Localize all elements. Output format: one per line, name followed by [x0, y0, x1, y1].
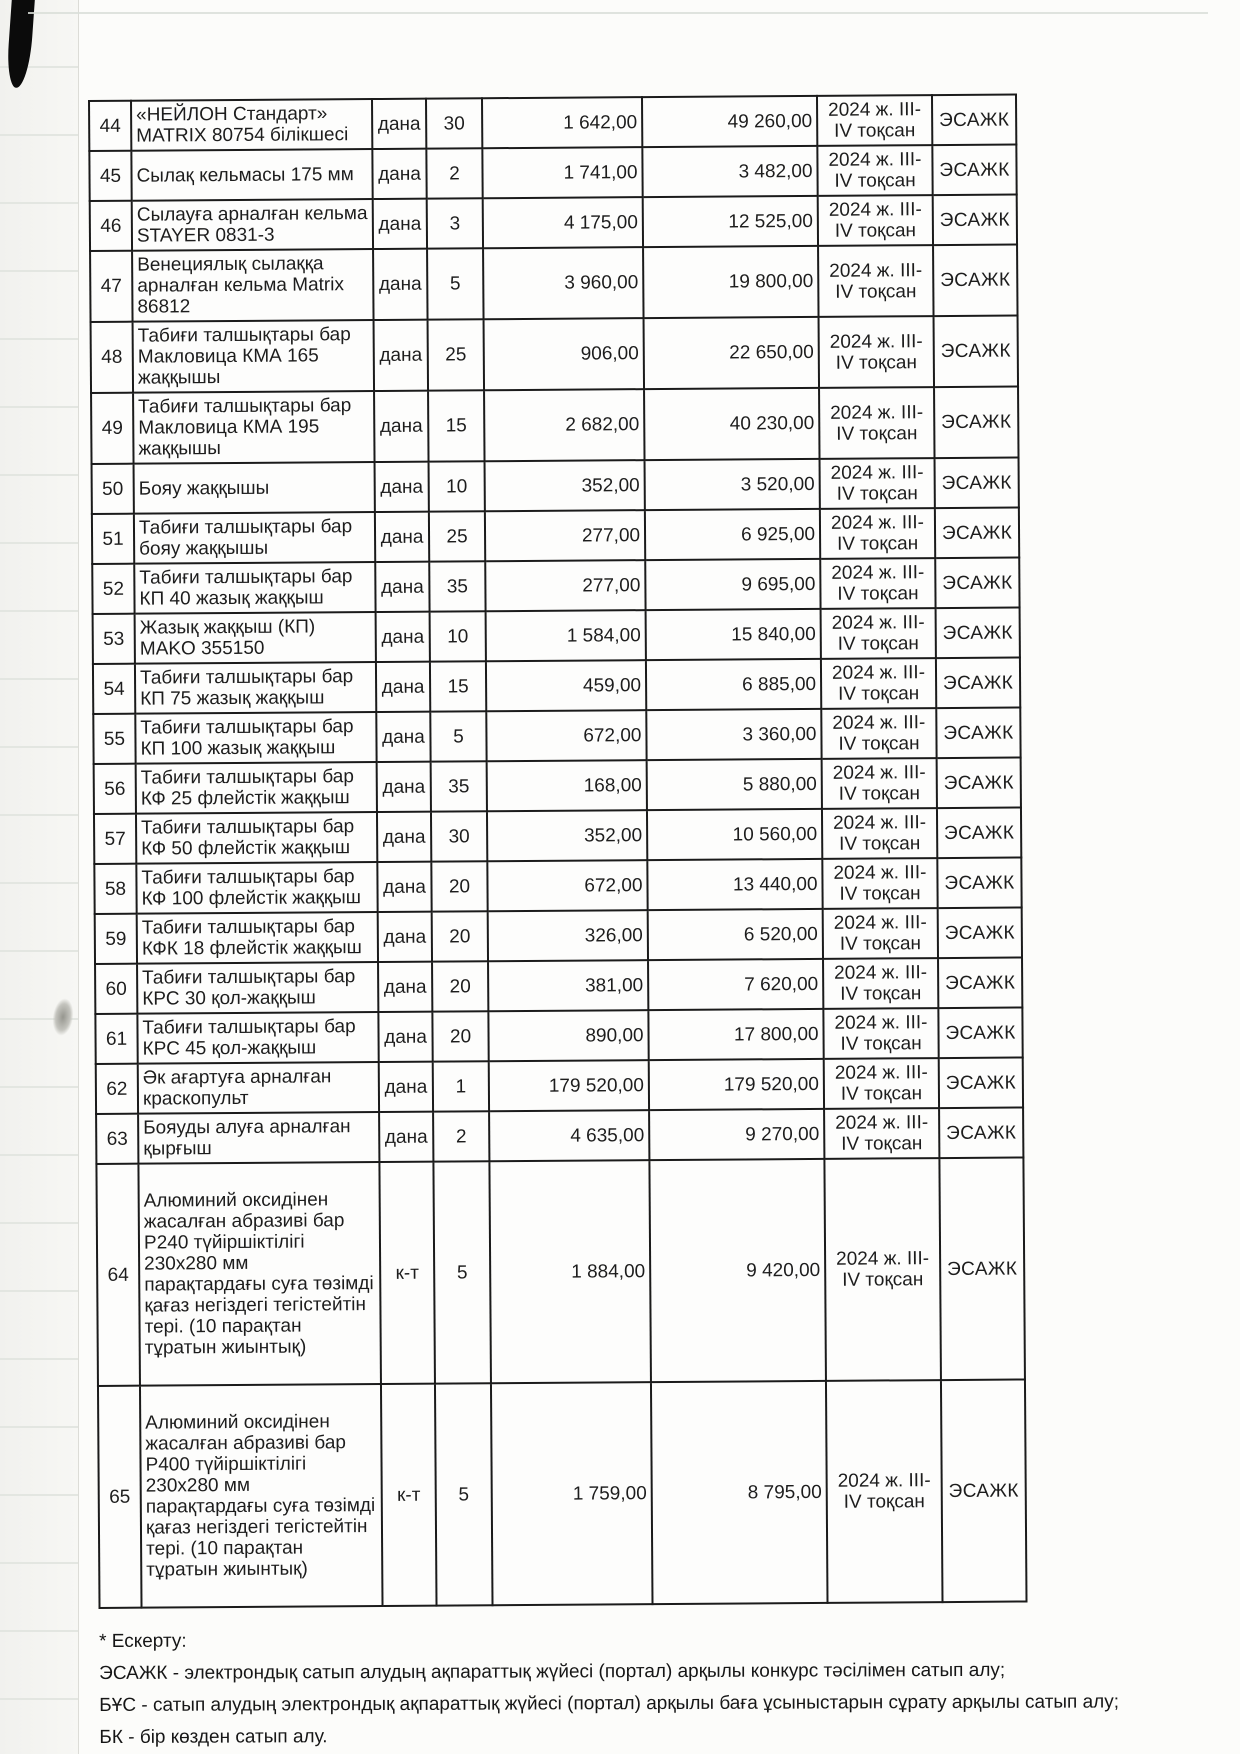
- unit-cell: дана: [377, 862, 431, 912]
- unit-price-cell: 277,00: [485, 560, 645, 611]
- table-row: [90, 245, 1017, 322]
- method-cell: ЭСАЖК: [934, 387, 1018, 459]
- unit-price-cell: 890,00: [488, 1010, 648, 1061]
- period-cell: 2024 ж. III-IV тоқсан: [823, 1008, 938, 1059]
- table-row: [93, 708, 1020, 764]
- total-price-cell: 12 525,00: [643, 196, 818, 247]
- row-number-cell: 57: [94, 814, 136, 864]
- table-row: [94, 858, 1021, 914]
- item-name-cell: Жазық жаққыш (КП) MAKO 355150: [135, 612, 376, 664]
- period-cell: 2024 ж. III-IV тоқсан: [823, 908, 938, 959]
- method-cell: ЭСАЖК: [937, 808, 1021, 859]
- table-row: [90, 195, 1017, 251]
- row-number-cell: 47: [90, 251, 132, 322]
- method-cell: ЭСАЖК: [938, 908, 1022, 959]
- period-cell: 2024 ж. III-IV тоқсан: [818, 245, 933, 317]
- unit-cell: дана: [373, 199, 427, 249]
- row-number-cell: 56: [94, 764, 136, 814]
- row-number-cell: 61: [95, 1014, 137, 1064]
- unit-price-cell: 352,00: [485, 460, 645, 511]
- period-cell: 2024 ж. III-IV тоқсан: [822, 808, 937, 859]
- quantity-cell: 30: [431, 811, 487, 861]
- row-number-cell: 46: [90, 201, 132, 251]
- row-number-cell: 44: [89, 101, 131, 151]
- unit-price-cell: 381,00: [488, 960, 648, 1011]
- quantity-cell: 25: [428, 319, 484, 390]
- row-number-cell: 48: [91, 322, 133, 393]
- row-number-cell: 63: [96, 1114, 138, 1164]
- item-name-cell: Сылауға арналған кельма STAYER 0831-3: [132, 199, 373, 251]
- total-price-cell: 3 482,00: [642, 146, 817, 197]
- method-cell: ЭСАЖК: [936, 608, 1020, 659]
- item-name-cell: Табиғи талшықтары бар КРС 30 қол-жаққыш: [137, 962, 378, 1014]
- unit-price-cell: 168,00: [487, 760, 647, 811]
- table-row: [95, 908, 1022, 964]
- method-cell: ЭСАЖК: [934, 316, 1018, 388]
- period-cell: 2024 ж. III-IV тоқсан: [820, 508, 935, 559]
- item-name-cell: Табиғи талшықтары бар бояу жаққышы: [134, 512, 375, 564]
- footnote-esazhk: ЭСАЖК - электрондық сатып алудың ақпараттық жүйесі (портал) арқылы конкурс тәсілімен сатып алу;: [99, 1659, 1006, 1684]
- unit-price-cell: 352,00: [487, 810, 647, 861]
- unit-cell: дана: [378, 962, 432, 1012]
- quantity-cell: 5: [430, 711, 486, 761]
- total-price-cell: 22 650,00: [644, 317, 819, 389]
- row-number-cell: 59: [95, 914, 137, 964]
- page-edge-shadow: [0, 0, 79, 1754]
- unit-price-cell: 672,00: [487, 860, 647, 911]
- table-row: [95, 1007, 1022, 1063]
- total-price-cell: 15 840,00: [646, 609, 821, 660]
- method-cell: ЭСАЖК: [939, 1057, 1023, 1108]
- period-cell: 2024 ж. III-IV тоқсан: [821, 608, 936, 659]
- quantity-cell: 15: [430, 661, 486, 711]
- item-name-cell: Әк ағартуға арналған краскопульт: [138, 1062, 379, 1114]
- total-price-cell: 49 260,00: [642, 96, 817, 147]
- quantity-cell: 20: [432, 1011, 488, 1061]
- unit-cell: дана: [375, 462, 429, 512]
- period-cell: 2024 ж. III-IV тоқсан: [822, 758, 937, 809]
- total-price-cell: 9 270,00: [649, 1109, 824, 1160]
- quantity-cell: 35: [429, 561, 485, 611]
- table-row: [89, 145, 1016, 201]
- period-cell: 2024 ж. III-IV тоқсан: [819, 387, 934, 459]
- row-number-cell: 58: [94, 864, 136, 914]
- period-cell: 2024 ж. III-IV тоқсан: [824, 1058, 939, 1109]
- unit-price-cell: 672,00: [486, 710, 646, 761]
- table-row: [96, 1157, 1025, 1385]
- unit-cell: дана: [376, 712, 430, 762]
- unit-price-cell: 1 884,00: [489, 1160, 651, 1383]
- method-cell: ЭСАЖК: [939, 1157, 1025, 1380]
- period-cell: 2024 ж. III-IV тоқсан: [826, 1380, 943, 1603]
- unit-cell: дана: [372, 149, 426, 199]
- unit-cell: дана: [377, 812, 431, 862]
- total-price-cell: 6 885,00: [646, 659, 821, 710]
- period-cell: 2024 ж. III-IV тоқсан: [822, 858, 937, 909]
- period-cell: 2024 ж. III-IV тоқсан: [823, 958, 938, 1009]
- total-price-cell: 8 795,00: [651, 1381, 828, 1604]
- quantity-cell: 25: [429, 511, 485, 561]
- table-row: [93, 658, 1020, 714]
- unit-cell: дана: [375, 512, 429, 562]
- item-name-cell: Табиғи талшықтары бар КП 75 жазық жаққыш: [135, 662, 376, 714]
- item-name-cell: Алюминий оксидінен жасалған абразиві бар P400 түйіршіктілігі 230х280 мм парақтардағы суға төзімді қағаз негіздегі тегістейтін тері. (10 парақтан тұратын жиынтық): [140, 1384, 383, 1608]
- total-price-cell: 9 695,00: [645, 559, 820, 610]
- total-price-cell: 6 520,00: [648, 909, 823, 960]
- quantity-cell: 5: [433, 1161, 491, 1383]
- total-price-cell: 7 620,00: [648, 959, 823, 1010]
- method-cell: ЭСАЖК: [938, 958, 1022, 1009]
- table-row: [96, 1057, 1023, 1113]
- item-name-cell: Табиғи талшықтары бар КФ 50 флейстік жаққыш: [136, 812, 377, 864]
- unit-cell: дана: [379, 1112, 433, 1162]
- table-row: [98, 1379, 1027, 1607]
- table-row: [91, 316, 1018, 393]
- quantity-cell: 2: [426, 148, 482, 198]
- table-row: [92, 558, 1019, 614]
- unit-price-cell: 4 175,00: [483, 197, 643, 248]
- row-number-cell: 49: [91, 393, 133, 464]
- table-row: [94, 758, 1021, 814]
- row-number-cell: 51: [92, 514, 134, 564]
- items-table-body: [89, 95, 1026, 1608]
- row-number-cell: 45: [89, 151, 131, 201]
- total-price-cell: 3 520,00: [645, 459, 820, 510]
- unit-price-cell: 906,00: [484, 318, 644, 390]
- method-cell: ЭСАЖК: [941, 1379, 1027, 1602]
- unit-cell: дана: [376, 612, 430, 662]
- item-name-cell: Бояуды алуға арналған қырғыш: [138, 1112, 379, 1164]
- table-row: [92, 458, 1019, 514]
- row-number-cell: 55: [93, 714, 135, 764]
- method-cell: ЭСАЖК: [939, 1107, 1023, 1158]
- quantity-cell: 35: [431, 761, 487, 811]
- period-cell: 2024 ж. III-IV тоқсан: [817, 95, 932, 146]
- period-cell: 2024 ж. III-IV тоқсан: [821, 708, 936, 759]
- method-cell: ЭСАЖК: [937, 858, 1021, 909]
- method-cell: ЭСАЖК: [937, 758, 1021, 809]
- unit-price-cell: 277,00: [485, 510, 645, 561]
- unit-cell: дана: [373, 249, 427, 320]
- unit-cell: дана: [376, 662, 430, 712]
- total-price-cell: 13 440,00: [647, 859, 822, 910]
- table-row: [96, 1107, 1023, 1163]
- method-cell: ЭСАЖК: [932, 95, 1016, 146]
- unit-cell: к-т: [381, 1384, 437, 1606]
- item-name-cell: Сылақ кельмасы 175 мм: [131, 149, 372, 201]
- quantity-cell: 10: [429, 461, 485, 511]
- total-price-cell: 17 800,00: [648, 1009, 823, 1060]
- quantity-cell: 10: [430, 611, 486, 661]
- unit-price-cell: 459,00: [486, 660, 646, 711]
- quantity-cell: 20: [431, 861, 487, 911]
- footnote-bus: БҰС - сатып алудың электрондық ақпараттық жүйесі (портал) арқылы баға ұсыныстарын сұрату арқылы сатып алу;: [99, 1691, 1120, 1716]
- unit-price-cell: 1 584,00: [486, 610, 646, 661]
- item-name-cell: Табиғи талшықтары бар КФ 25 флейстік жаққыш: [136, 762, 377, 814]
- table-row: [94, 808, 1021, 864]
- item-name-cell: Алюминий оксидінен жасалған абразиві бар P240 түйіршіктілігі 230х280 мм парақтардағы суға төзімді қағаз негіздегі тегістейтін тері. (10 парақтан тұратын жиынтық): [138, 1162, 381, 1386]
- item-name-cell: Табиғи талшықтары бар Макловица КМА 195 жаққышы: [133, 391, 374, 464]
- unit-price-cell: 4 635,00: [489, 1110, 649, 1161]
- scan-line-artifact: [28, 12, 1208, 14]
- unit-cell: дана: [379, 1062, 433, 1112]
- footnote-title: * Ескерту:: [99, 1630, 187, 1652]
- total-price-cell: 9 420,00: [649, 1159, 826, 1382]
- period-cell: 2024 ж. III-IV тоқсан: [818, 195, 933, 246]
- table-row: [91, 387, 1018, 464]
- quantity-cell: 20: [432, 961, 488, 1011]
- total-price-cell: 3 360,00: [646, 709, 821, 760]
- row-number-cell: 53: [93, 614, 135, 664]
- method-cell: ЭСАЖК: [932, 145, 1016, 196]
- unit-price-cell: 1 759,00: [491, 1382, 653, 1605]
- row-number-cell: 62: [96, 1064, 138, 1114]
- method-cell: ЭСАЖК: [936, 708, 1020, 759]
- total-price-cell: 6 925,00: [645, 509, 820, 560]
- item-name-cell: «НЕЙЛОН Стандарт» MATRIX 80754 білікшесі: [131, 99, 372, 151]
- row-number-cell: 50: [92, 464, 134, 514]
- period-cell: 2024 ж. III-IV тоқсан: [817, 145, 932, 196]
- item-name-cell: Бояу жаққышы: [134, 462, 375, 514]
- method-cell: ЭСАЖК: [935, 508, 1019, 559]
- item-name-cell: Табиғи талшықтары бар Макловица КМА 165 жаққышы: [133, 320, 374, 393]
- method-cell: ЭСАЖК: [938, 1007, 1022, 1058]
- unit-cell: дана: [374, 320, 428, 391]
- footnote-bk: БК - бір көзден сатып алу.: [99, 1726, 328, 1748]
- row-number-cell: 60: [95, 964, 137, 1014]
- quantity-cell: 30: [426, 98, 482, 148]
- period-cell: 2024 ж. III-IV тоқсан: [824, 1158, 941, 1381]
- method-cell: ЭСАЖК: [933, 245, 1017, 317]
- unit-cell: дана: [378, 1012, 432, 1062]
- quantity-cell: 3: [427, 198, 483, 248]
- unit-cell: дана: [375, 562, 429, 612]
- row-number-cell: 52: [92, 564, 134, 614]
- unit-cell: к-т: [379, 1162, 435, 1384]
- item-name-cell: Табиғи талшықтары бар КРС 45 қол-жаққыш: [137, 1012, 378, 1064]
- item-name-cell: Табиғи талшықтары бар КП 100 жазық жаққыш: [135, 712, 376, 764]
- quantity-cell: 5: [435, 1383, 493, 1605]
- quantity-cell: 20: [432, 911, 488, 961]
- table-row: [89, 95, 1016, 151]
- period-cell: 2024 ж. III-IV тоқсан: [820, 458, 935, 509]
- total-price-cell: 10 560,00: [647, 809, 822, 860]
- unit-cell: дана: [377, 762, 431, 812]
- row-number-cell: 64: [96, 1164, 140, 1386]
- table-row: [93, 608, 1020, 664]
- footnotes-block: [99, 1622, 1229, 1754]
- unit-price-cell: 1 741,00: [482, 147, 642, 198]
- unit-cell: дана: [372, 99, 426, 149]
- item-name-cell: Венециялық сылаққа арналған кельма Matrix 86812: [132, 249, 373, 322]
- period-cell: 2024 ж. III-IV тоқсан: [819, 316, 934, 388]
- total-price-cell: 40 230,00: [644, 388, 819, 460]
- row-number-cell: 65: [98, 1386, 142, 1608]
- total-price-cell: 179 520,00: [649, 1059, 824, 1110]
- procurement-items-table: [88, 94, 1028, 1609]
- table-row: [95, 958, 1022, 1014]
- unit-price-cell: 179 520,00: [489, 1060, 649, 1111]
- quantity-cell: 5: [427, 248, 483, 319]
- method-cell: ЭСАЖК: [935, 458, 1019, 509]
- unit-cell: дана: [378, 912, 432, 962]
- total-price-cell: 19 800,00: [643, 246, 818, 318]
- page-content: [88, 94, 1026, 1609]
- row-number-cell: 54: [93, 664, 135, 714]
- unit-price-cell: 326,00: [488, 910, 648, 961]
- item-name-cell: Табиғи талшықтары бар КП 40 жазық жаққыш: [134, 562, 375, 614]
- item-name-cell: Табиғи талшықтары бар КФ 100 флейстік жаққыш: [136, 862, 377, 914]
- unit-price-cell: 2 682,00: [484, 389, 644, 461]
- method-cell: ЭСАЖК: [936, 658, 1020, 709]
- method-cell: ЭСАЖК: [935, 558, 1019, 609]
- method-cell: ЭСАЖК: [933, 195, 1017, 246]
- period-cell: 2024 ж. III-IV тоқсан: [820, 558, 935, 609]
- period-cell: 2024 ж. III-IV тоқсан: [821, 658, 936, 709]
- quantity-cell: 1: [433, 1061, 489, 1111]
- total-price-cell: 5 880,00: [647, 759, 822, 810]
- quantity-cell: 15: [428, 390, 484, 461]
- table-row: [92, 508, 1019, 564]
- quantity-cell: 2: [433, 1111, 489, 1161]
- unit-price-cell: 1 642,00: [482, 97, 642, 148]
- item-name-cell: Табиғи талшықтары бар КФК 18 флейстік жаққыш: [137, 912, 378, 964]
- period-cell: 2024 ж. III-IV тоқсан: [824, 1108, 939, 1159]
- unit-price-cell: 3 960,00: [483, 247, 643, 319]
- unit-cell: дана: [374, 391, 428, 462]
